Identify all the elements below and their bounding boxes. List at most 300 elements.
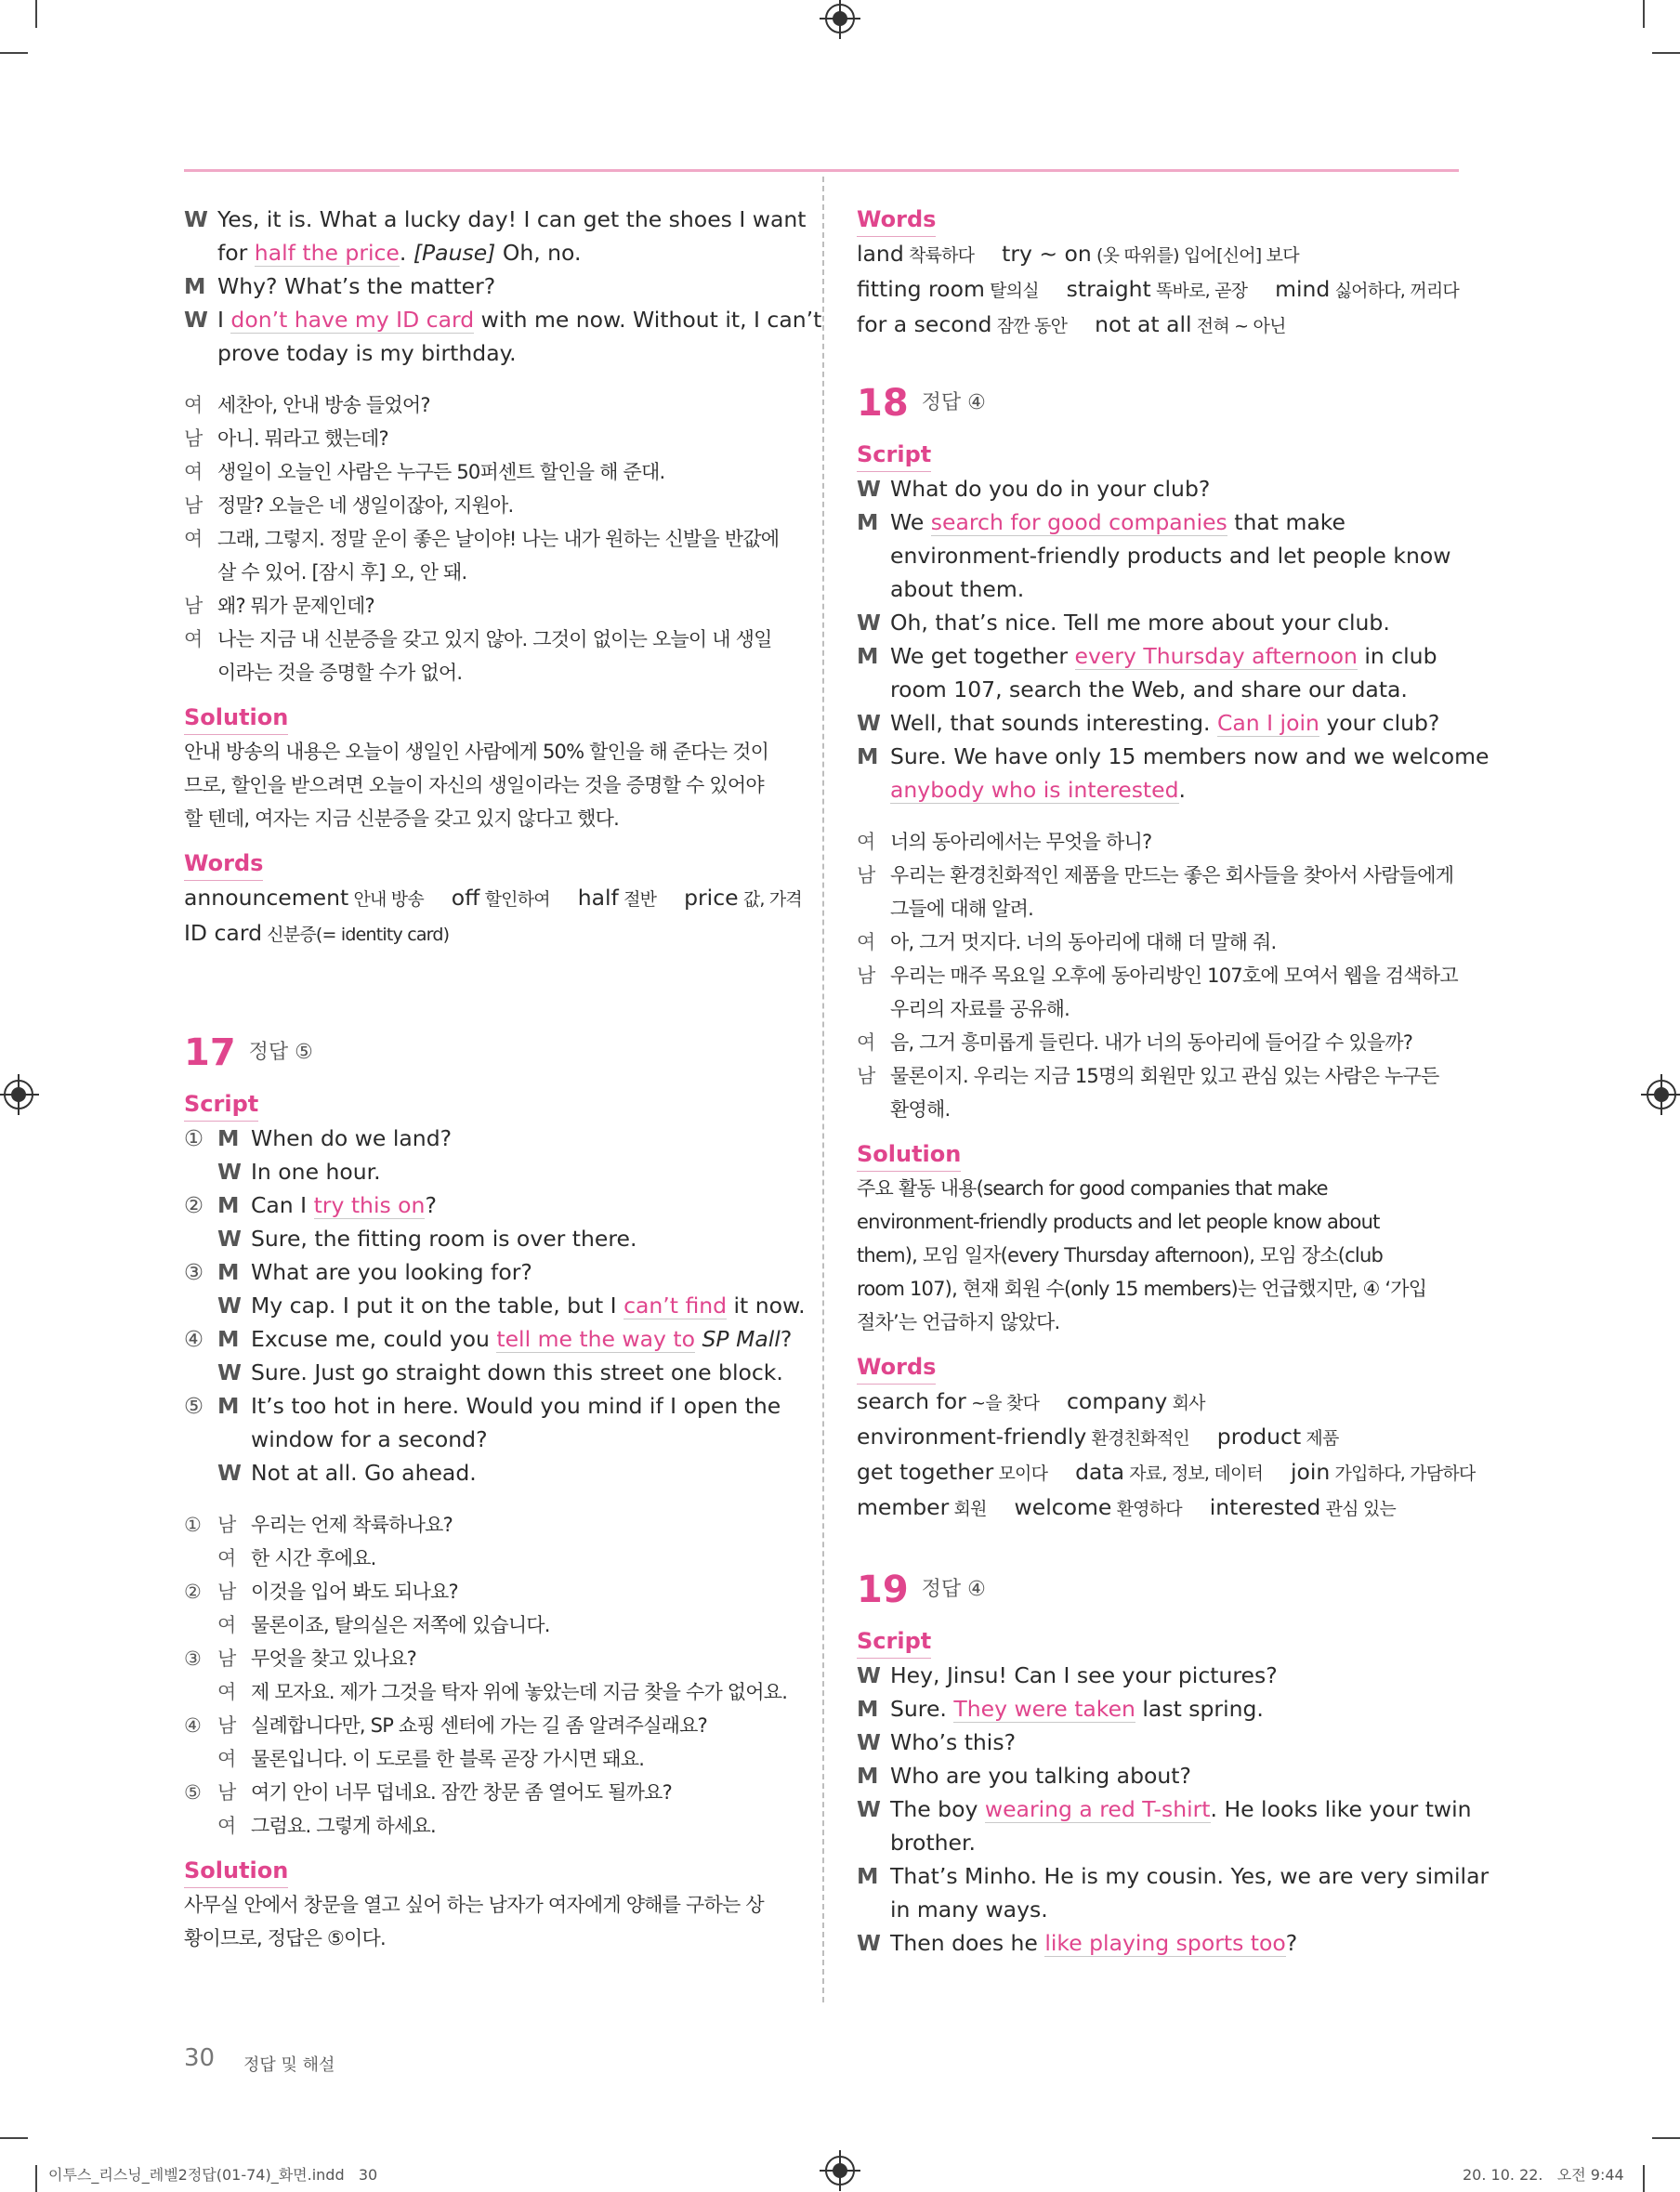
speaker-label: W xyxy=(857,1729,881,1755)
dialog-text xyxy=(890,1763,1191,1789)
text-run: Oh, no. xyxy=(495,240,582,266)
vocab-meaning: 착륙하다 xyxy=(903,245,975,266)
speaker-label: M xyxy=(217,1192,240,1218)
dialog-line xyxy=(184,1289,806,1322)
vocab-line xyxy=(184,881,802,916)
vocab-term: welcome xyxy=(1014,1494,1112,1520)
dialog-line xyxy=(857,505,1459,539)
text-run: Excuse me, could you xyxy=(251,1326,497,1352)
text-run: in many ways. xyxy=(890,1897,1048,1923)
translation-line xyxy=(184,1776,786,1809)
dialog-16 xyxy=(184,203,822,370)
translation-text: 여기 안이 너무 덥네요. 잠깐 창문 좀 열어도 될까요? xyxy=(251,1781,672,1804)
registration-mark-icon xyxy=(4,1080,33,1109)
dialog-line xyxy=(184,1255,786,1289)
text-run: What are you looking for? xyxy=(251,1259,532,1285)
text-run: Who are you talking about? xyxy=(890,1763,1191,1789)
speaker-label: W xyxy=(217,1226,242,1252)
vocab-meaning: 제품 xyxy=(1301,1428,1339,1449)
speaker-label: W xyxy=(217,1159,242,1185)
text-run: Sure. Just go straight down this street one block. xyxy=(251,1359,783,1385)
translation-line xyxy=(184,1709,786,1742)
dialog-text xyxy=(251,1159,381,1185)
speaker-label: 남 xyxy=(184,595,203,617)
dialog-text xyxy=(890,1863,1489,1889)
dialog-line xyxy=(857,1893,1459,1926)
dialog-text xyxy=(251,1393,781,1419)
translation-line xyxy=(184,1809,786,1843)
dialog-line xyxy=(184,1356,786,1389)
translation-line xyxy=(184,522,786,556)
highlight-phrase: Can I join xyxy=(1216,710,1319,736)
translation-line xyxy=(857,825,1459,859)
question-number: 18 xyxy=(857,381,909,425)
translation-text: 무엇을 찾고 있나요? xyxy=(251,1647,416,1670)
speaker-label: W xyxy=(857,710,881,736)
solution-line: 주요 활동 내용(search for good companies that make xyxy=(857,1177,1328,1200)
spacer xyxy=(1263,1459,1291,1485)
crop-mark xyxy=(0,2137,28,2139)
speaker-label: 남 xyxy=(217,1514,236,1536)
vocab-meaning: 자료, 정보, 데이터 xyxy=(1124,1464,1264,1484)
text-run: your club? xyxy=(1319,710,1440,736)
text-run: The boy xyxy=(890,1796,985,1822)
vocab-term: interested xyxy=(1209,1494,1321,1520)
solution-line: 황이므로, 정답은 ⑤이다. xyxy=(184,1927,386,1949)
words-16 xyxy=(184,881,802,952)
spacer xyxy=(550,885,578,911)
text-run: brother. xyxy=(890,1830,976,1856)
text-run: room 107, search the Web, and share our data. xyxy=(890,676,1408,702)
dialog-text xyxy=(890,476,1210,502)
dialog-text xyxy=(217,340,517,366)
spacer xyxy=(974,241,1002,267)
dialog-text xyxy=(890,576,1024,602)
highlight-phrase: every Thursday afternoon xyxy=(1074,643,1358,669)
translation-line xyxy=(184,1742,786,1776)
vocab-line xyxy=(857,272,1459,308)
translation-text: 제 모자요. 제가 그것을 탁자 위에 놓았는데 지금 찾을 수가 없어요. xyxy=(251,1681,788,1703)
item-number: ③ xyxy=(184,1259,204,1285)
speaker-label: W xyxy=(217,1293,242,1319)
translation-line xyxy=(857,959,1459,992)
speaker-label: M xyxy=(217,1125,240,1151)
translation-line xyxy=(184,455,786,489)
translation-text: 실례합니다만, SP 쇼핑 센터에 가는 길 좀 알려주실래요? xyxy=(251,1714,707,1737)
translation-line xyxy=(184,489,786,522)
column-divider xyxy=(822,177,824,2002)
footer-label: 정답 및 해설 xyxy=(243,2055,335,2075)
dialog-text xyxy=(890,1796,1472,1823)
vocab-meaning: 회사 xyxy=(1167,1393,1205,1413)
vocab-term: ID card xyxy=(184,920,262,946)
speaker-label: M xyxy=(857,743,879,769)
dialog-line xyxy=(184,1423,786,1456)
text-run: last spring. xyxy=(1135,1696,1264,1722)
highlight-phrase: tell me the way to xyxy=(496,1326,696,1352)
translation-line xyxy=(184,1575,786,1608)
speaker-label: M xyxy=(857,1696,879,1722)
dialog-line xyxy=(184,236,786,269)
dialog-text xyxy=(890,710,1439,737)
translation-text: 물론이죠, 탈의실은 저쪽에 있습니다. xyxy=(251,1614,550,1636)
speaker-label: 여 xyxy=(217,1614,236,1636)
solution-line: 므로, 할인을 받으려면 오늘이 자신의 생일이라는 것을 증명할 수 있어야 xyxy=(184,774,764,796)
answer-label: 정답 ④ xyxy=(921,390,986,414)
vocab-term: land xyxy=(857,241,904,267)
solution-line: 절차’는 언급하지 않았다. xyxy=(857,1311,1060,1333)
dialog-text xyxy=(251,1326,792,1353)
dialog-text xyxy=(890,1897,1048,1923)
vocab-meaning: 안내 방송 xyxy=(348,889,424,910)
translation-line xyxy=(857,992,1459,1026)
item-number: ② xyxy=(184,1581,202,1603)
vocab-term: straight xyxy=(1066,276,1151,302)
words-17 xyxy=(857,237,1459,343)
highlight-phrase: can’t find xyxy=(623,1293,728,1319)
vocab-term: mind xyxy=(1275,276,1331,302)
dialog-line xyxy=(184,336,786,370)
item-number: ④ xyxy=(184,1714,202,1737)
speaker-label: 남 xyxy=(217,1714,236,1737)
korean-translation-16 xyxy=(184,388,786,689)
vocab-term: try ~ on xyxy=(1002,241,1092,267)
vocab-term: join xyxy=(1290,1459,1331,1485)
dialog-text xyxy=(251,1426,488,1452)
text-run: Sure. xyxy=(890,1696,954,1722)
dialog-text xyxy=(251,1259,532,1285)
dialog-line xyxy=(857,606,1459,639)
speaker-label: W xyxy=(857,1930,881,1956)
highlight-phrase: They were taken xyxy=(953,1696,1135,1722)
translation-line xyxy=(184,556,786,589)
vocab-term: for a second xyxy=(857,311,992,337)
crop-mark xyxy=(1652,52,1680,54)
registration-mark-icon xyxy=(825,2156,855,2185)
speaker-label: 여 xyxy=(217,1547,236,1569)
spacer xyxy=(1247,276,1275,302)
vocab-meaning: 잠깐 동안 xyxy=(991,316,1068,336)
vocab-term: half xyxy=(577,885,619,911)
spacer xyxy=(1047,1459,1075,1485)
text-run: . He looks like your twin xyxy=(1210,1796,1472,1822)
vocab-line xyxy=(857,1490,1459,1526)
vocab-meaning: 똑바로, 곧장 xyxy=(1150,281,1248,301)
text-run: in club xyxy=(1357,643,1437,669)
dialog-text xyxy=(890,1930,1297,1957)
highlight-phrase: wearing a red T-shirt xyxy=(984,1796,1211,1822)
header-rule xyxy=(184,169,1459,172)
text-run: that make xyxy=(1227,509,1345,535)
solution-line: them), 모임 일자(every Thursday afternoon), 모임 장소(club xyxy=(857,1244,1384,1267)
script-19 xyxy=(857,1659,1490,1960)
text-run: with me now. Without it, I can’t xyxy=(474,307,822,333)
text-run: When do we land? xyxy=(251,1125,453,1151)
crop-mark xyxy=(1652,2137,1680,2139)
speaker-label: 여 xyxy=(217,1815,236,1837)
dialog-text xyxy=(890,643,1437,670)
spacer xyxy=(987,1494,1015,1520)
speaker-label: 여 xyxy=(857,1031,875,1054)
dialog-line xyxy=(857,1759,1459,1792)
speaker-label: 여 xyxy=(857,831,875,853)
question-number: 17 xyxy=(184,1030,236,1074)
dialog-line xyxy=(857,1926,1459,1960)
speaker-label: 여 xyxy=(184,394,203,416)
crop-mark xyxy=(35,0,37,28)
translation-text: 물론이지. 우리는 지금 15명의 회원만 있고 관심 있는 사람은 누구든 xyxy=(890,1065,1439,1087)
translation-line xyxy=(857,1059,1459,1093)
highlight-phrase: half the price xyxy=(254,240,400,266)
dialog-line xyxy=(857,1826,1459,1859)
speaker-label: M xyxy=(184,273,206,299)
question-17-header xyxy=(184,1017,786,1087)
dialog-line xyxy=(184,1122,786,1155)
dialog-line xyxy=(857,572,1459,606)
text-run: Oh, that’s nice. Tell me more about your club. xyxy=(890,610,1390,636)
speaker-label: 여 xyxy=(184,628,203,650)
translation-text: 그래, 그렇지. 정말 운이 좋은 날이야! 나는 내가 원하는 신발을 반값에 xyxy=(217,528,780,550)
spacer xyxy=(656,885,684,911)
text-run: What do you do in your club? xyxy=(890,476,1211,502)
script-17 xyxy=(184,1122,806,1490)
script-heading: Script xyxy=(184,1087,258,1122)
dialog-line xyxy=(184,1222,786,1255)
text-run: Hey, Jinsu! Can I see your pictures? xyxy=(890,1662,1278,1688)
text-run: In one hour. xyxy=(251,1159,381,1185)
translation-text: 아니. 뭐라고 했는데? xyxy=(217,427,388,450)
translation-text: 이것을 입어 봐도 되나요? xyxy=(251,1581,458,1603)
dialog-text xyxy=(890,777,1186,804)
question-18-header xyxy=(857,367,1459,438)
item-number: ⑤ xyxy=(184,1781,202,1804)
dialog-line xyxy=(857,1692,1459,1726)
translation-text: 정말? 오늘은 네 생일이잖아, 지원아. xyxy=(217,494,514,517)
spacer xyxy=(1039,276,1067,302)
translation-text: 이라는 것을 증명할 수가 없어. xyxy=(217,662,463,684)
vocab-meaning: 모이다 xyxy=(993,1464,1048,1484)
dialog-line xyxy=(857,773,1459,807)
translation-text: 세찬아, 안내 방송 들었어? xyxy=(217,394,430,416)
item-number: ③ xyxy=(184,1647,202,1670)
translation-text: 살 수 있어. [잠시 후] 오, 안 돼. xyxy=(217,561,467,584)
dialog-text xyxy=(217,273,495,299)
dialog-text xyxy=(890,509,1345,536)
speaker-label: M xyxy=(857,1863,879,1889)
dialog-line xyxy=(857,539,1459,572)
dialog-line xyxy=(857,1859,1490,1893)
dialog-line xyxy=(184,1389,786,1423)
text-run: We get together xyxy=(890,643,1075,669)
vocab-term: not at all xyxy=(1095,311,1192,337)
translation-text: 음, 그거 흥미롭게 들린다. 내가 너의 동아리에 들어갈 수 있을까? xyxy=(890,1031,1413,1054)
solution-heading: Solution xyxy=(184,1854,288,1888)
text-run: for xyxy=(217,240,255,266)
speaker-label: 남 xyxy=(217,1581,236,1603)
translation-text: 우리는 환경친화적인 제품을 만드는 좋은 회사들을 찾아서 사람들에게 xyxy=(890,864,1454,886)
text-run: ? xyxy=(780,1326,793,1352)
dialog-text xyxy=(890,743,1489,769)
crop-mark xyxy=(35,2165,37,2192)
text-run: window for a second? xyxy=(251,1426,488,1452)
translation-line xyxy=(857,925,1459,959)
crop-mark xyxy=(1643,2165,1645,2192)
dialog-line xyxy=(184,1188,786,1222)
text-run: ? xyxy=(425,1192,437,1218)
vocab-meaning: 가입하다, 가담하다 xyxy=(1330,1464,1476,1484)
translation-line xyxy=(184,1675,786,1709)
solution-line: environment-friendly products and let people know about xyxy=(857,1211,1380,1233)
speaker-label: W xyxy=(184,206,208,232)
question-19-header xyxy=(857,1554,1459,1624)
text-run: SP Mall xyxy=(702,1326,781,1352)
text-run: Yes, it is. What a lucky day! I can get the shoes I want xyxy=(217,206,807,232)
spacer xyxy=(1039,1388,1067,1414)
solution-16 xyxy=(184,735,786,835)
solution-line: room 107), 현재 회원 수(only 15 members)는 언급했지만, ④ ‘가입 xyxy=(857,1278,1427,1300)
translation-line xyxy=(184,623,786,656)
dialog-text xyxy=(251,1226,637,1252)
slug-date: 20. 10. 22. 오전 9:44 xyxy=(1463,2166,1624,2184)
highlight-phrase: anybody who is interested xyxy=(890,777,1179,803)
speaker-label: 여 xyxy=(184,528,203,550)
text-run: [Pause] xyxy=(413,240,496,266)
script-heading: Script xyxy=(857,1624,931,1659)
text-run: We xyxy=(890,509,931,535)
text-run: about them. xyxy=(890,576,1025,602)
highlight-phrase: like playing sports too xyxy=(1044,1930,1286,1956)
translation-text: 물론입니다. 이 도로를 한 블록 곧장 가시면 돼요. xyxy=(251,1748,645,1770)
dialog-text xyxy=(890,1696,1264,1723)
dialog-line xyxy=(857,673,1459,706)
vocab-meaning: 환경친화적인 xyxy=(1086,1428,1189,1449)
speaker-label: W xyxy=(184,307,208,333)
item-number: ② xyxy=(184,1192,204,1218)
dialog-text xyxy=(251,1293,806,1319)
text-run: ? xyxy=(1285,1930,1298,1956)
text-run: Well, that sounds interesting. xyxy=(890,710,1217,736)
speaker-label: 남 xyxy=(217,1647,236,1670)
vocab-term: search for xyxy=(857,1388,966,1414)
speaker-label: M xyxy=(217,1393,240,1419)
dialog-text xyxy=(251,1125,452,1151)
speaker-label: 남 xyxy=(857,1065,875,1087)
text-run: Not at all. Go ahead. xyxy=(251,1460,477,1486)
vocab-meaning: 환영하다 xyxy=(1111,1499,1182,1519)
vocab-line xyxy=(857,1385,1459,1420)
translation-line xyxy=(184,656,786,689)
vocab-term: data xyxy=(1075,1459,1124,1485)
speaker-label: M xyxy=(217,1326,240,1352)
dialog-line xyxy=(184,303,822,336)
dialog-line xyxy=(857,1792,1472,1826)
words-heading: Words xyxy=(857,1350,936,1385)
vocab-term: off xyxy=(451,885,480,911)
translation-line xyxy=(857,1093,1459,1126)
translation-line xyxy=(184,1508,786,1542)
vocab-term: price xyxy=(684,885,739,911)
translation-line xyxy=(184,1542,786,1575)
text-run: Why? What’s the matter? xyxy=(217,273,496,299)
dialog-text xyxy=(890,1729,1016,1755)
translation-line xyxy=(184,422,786,455)
korean-translation-17 xyxy=(184,1508,786,1843)
speaker-label: 여 xyxy=(217,1681,236,1703)
translation-line xyxy=(184,1642,786,1675)
dialog-text xyxy=(890,610,1390,636)
question-number: 19 xyxy=(857,1568,909,1611)
vocab-term: get together xyxy=(857,1459,994,1485)
vocab-line xyxy=(857,1455,1476,1490)
vocab-line xyxy=(857,1420,1459,1455)
translation-line xyxy=(857,892,1459,925)
translation-text: 우리는 언제 착륙하나요? xyxy=(251,1514,453,1536)
vocab-term: fitting room xyxy=(857,276,985,302)
text-run: Who’s this? xyxy=(890,1729,1017,1755)
text-run: It’s too hot in here. Would you mind if I open the xyxy=(251,1393,781,1419)
spacer xyxy=(424,885,452,911)
speaker-label: W xyxy=(857,476,881,502)
speaker-label: W xyxy=(217,1359,242,1385)
speaker-label: W xyxy=(857,1662,881,1688)
left-column xyxy=(184,203,822,1955)
words-heading: Words xyxy=(184,847,263,881)
dialog-text xyxy=(251,1192,437,1219)
script-heading: Script xyxy=(857,438,931,472)
dialog-line xyxy=(184,1322,793,1356)
translation-text: 나는 지금 내 신분증을 갖고 있지 않아. 그것이 없이는 오늘이 내 생일 xyxy=(217,628,772,650)
text-run: it now. xyxy=(727,1293,806,1319)
translation-text: 우리는 매주 목요일 오후에 동아리방인 107호에 모여서 웹을 검색하고 xyxy=(890,965,1458,987)
speaker-label: M xyxy=(857,643,879,669)
translation-line xyxy=(857,1026,1459,1059)
dialog-line xyxy=(857,740,1490,773)
solution-18 xyxy=(857,1172,1459,1339)
translation-text: 환영해. xyxy=(890,1098,951,1121)
registration-mark-icon xyxy=(1647,1080,1676,1109)
speaker-label: 남 xyxy=(857,965,875,987)
translation-text: 그들에 대해 알려. xyxy=(890,898,1034,920)
vocab-meaning: 싫어하다, 꺼리다 xyxy=(1330,281,1459,301)
text-run: Sure, the fitting room is over there. xyxy=(251,1226,637,1252)
translation-text: 그럼요. 그렇게 하세요. xyxy=(251,1815,436,1837)
solution-heading: Solution xyxy=(857,1137,961,1172)
vocab-term: announcement xyxy=(184,885,349,911)
speaker-label: M xyxy=(857,509,879,535)
text-run: Sure. We have only 15 members now and we welcome xyxy=(890,743,1490,769)
text-run: . xyxy=(1178,777,1187,803)
highlight-phrase: try this on xyxy=(313,1192,426,1218)
solution-17 xyxy=(184,1888,786,1955)
speaker-label: W xyxy=(217,1460,242,1486)
spacer xyxy=(1182,1494,1210,1520)
speaker-label: W xyxy=(857,1796,881,1822)
speaker-label: W xyxy=(857,610,881,636)
dialog-line xyxy=(857,472,1459,505)
dialog-line xyxy=(184,1456,786,1490)
vocab-term: company xyxy=(1067,1388,1168,1414)
dialog-line xyxy=(857,1659,1459,1692)
answer-label: 정답 ⑤ xyxy=(248,1040,313,1064)
dialog-line xyxy=(857,639,1459,673)
translation-line xyxy=(857,859,1459,892)
translation-text: 우리의 자료를 공유해. xyxy=(890,998,1070,1020)
speaker-label: M xyxy=(217,1259,240,1285)
dialog-text xyxy=(890,1662,1278,1688)
script-18 xyxy=(857,472,1490,807)
dialog-text xyxy=(217,206,807,232)
vocab-meaning: 전혀 ~ 아닌 xyxy=(1191,316,1286,336)
